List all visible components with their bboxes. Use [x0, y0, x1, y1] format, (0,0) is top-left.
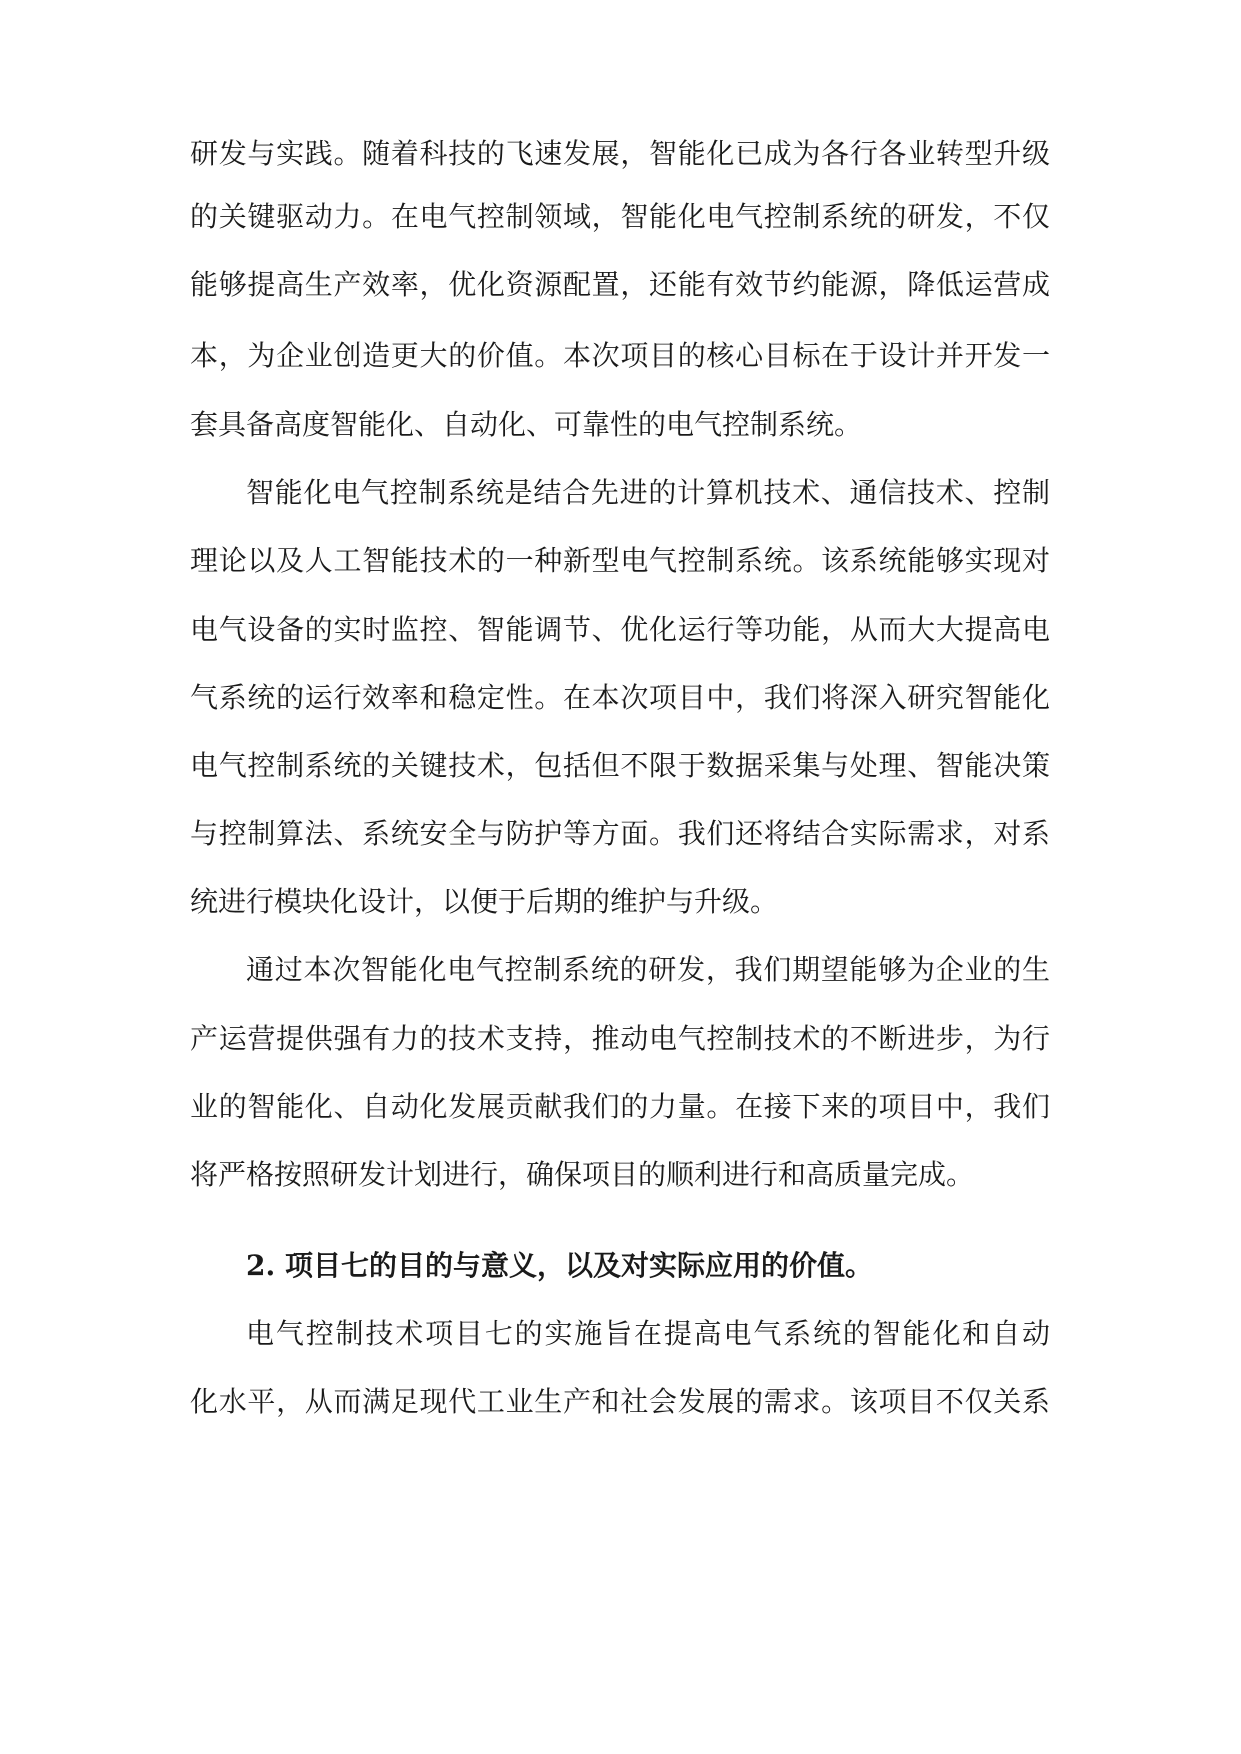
paragraph-line: 理论以及人工智能技术的一种新型电气控制系统。该系统能够实现对 [190, 544, 1050, 577]
paragraph-line: 与控制算法、系统安全与防护等方面。我们还将结合实际需求，对系 [190, 817, 1050, 850]
paragraph-line: 电气控制系统的关键技术，包括但不限于数据采集与处理、智能决策 [190, 749, 1050, 782]
paragraph-line: 本，为企业创造更大的价值。本次项目的核心目标在于设计并开发一 [190, 339, 1050, 372]
section-heading: 2. 项目七的目的与意义，以及对实际应用的价值。 [246, 1249, 873, 1282]
paragraph-line: 的关键驱动力。在电气控制领域，智能化电气控制系统的研发，不仅 [190, 200, 1050, 233]
paragraph-line: 套具备高度智能化、自动化、可靠性的电气控制系统。 [190, 408, 863, 441]
paragraph-line: 化水平，从而满足现代工业生产和社会发展的需求。该项目不仅关系 [190, 1385, 1050, 1418]
paragraph-line: 电气设备的实时监控、智能调节、优化运行等功能，从而大大提高电 [190, 613, 1050, 646]
paragraph-line: 将严格按照研发计划进行，确保项目的顺利进行和高质量完成。 [190, 1158, 975, 1191]
paragraph-line: 通过本次智能化电气控制系统的研发，我们期望能够为企业的生 [246, 953, 1050, 986]
paragraph-line: 智能化电气控制系统是结合先进的计算机技术、通信技术、控制 [246, 476, 1050, 509]
paragraph-line: 统进行模块化设计，以便于后期的维护与升级。 [190, 885, 779, 918]
paragraph-line: 能够提高生产效率，优化资源配置，还能有效节约能源，降低运营成 [190, 268, 1050, 301]
paragraph-line: 业的智能化、自动化发展贡献我们的力量。在接下来的项目中，我们 [190, 1090, 1050, 1123]
paragraph-line: 电气控制技术项目七的实施旨在提高电气系统的智能化和自动 [246, 1317, 1050, 1350]
paragraph-line: 产运营提供强有力的技术支持，推动电气控制技术的不断进步，为行 [190, 1022, 1050, 1055]
paragraph-line: 气系统的运行效率和稳定性。在本次项目中，我们将深入研究智能化 [190, 681, 1050, 714]
paragraph-line: 研发与实践。随着科技的飞速发展，智能化已成为各行各业转型升级 [190, 137, 1050, 170]
